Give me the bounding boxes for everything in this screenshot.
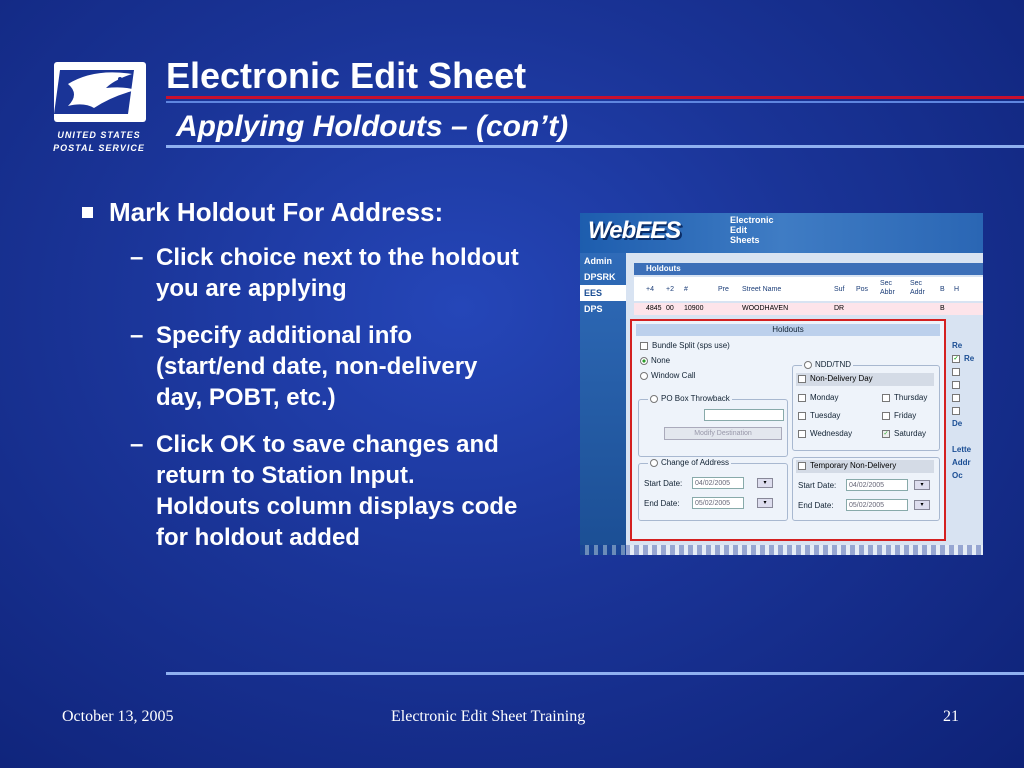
subtitle-divider bbox=[166, 145, 1024, 148]
radio-selected-icon[interactable] bbox=[640, 357, 648, 365]
col-header: # bbox=[684, 286, 688, 293]
eagle-icon bbox=[54, 62, 146, 122]
logo-line1: UNITED STATES bbox=[57, 130, 141, 140]
footer-page-number: 21 bbox=[943, 708, 959, 725]
sub-bullet-text: Click OK to save changes and return to Station Input. Holdouts column displays code for holdout added bbox=[156, 431, 518, 551]
footer-title: Electronic Edit Sheet Training bbox=[391, 708, 586, 725]
temp-start-date-input[interactable]: 04/02/2005 bbox=[846, 479, 908, 491]
col-header: +2 bbox=[666, 286, 674, 293]
day-option-wednesday[interactable]: Wednesday bbox=[798, 429, 852, 438]
sub-bullet: – Specify additional info (start/end date, non-delivery day, POBT, etc.) bbox=[130, 320, 522, 413]
bullet-list bbox=[82, 196, 522, 569]
po-box-option[interactable]: PO Box Throwback bbox=[648, 394, 732, 403]
right-edge-labels: Re ✓ Re De Lette Addr Oc bbox=[952, 341, 975, 480]
day-option-tuesday[interactable]: Tuesday bbox=[798, 411, 840, 420]
title-divider-red bbox=[166, 96, 1024, 99]
checkbox-icon[interactable] bbox=[882, 394, 890, 402]
bundle-split-option[interactable]: Bundle Split (sps use) bbox=[640, 341, 730, 350]
col-header: Suf bbox=[834, 286, 845, 293]
footer-divider bbox=[166, 672, 1024, 675]
day-option-saturday[interactable]: ✓ Saturday bbox=[883, 429, 927, 438]
square-bullet-icon bbox=[82, 207, 93, 218]
webees-banner bbox=[580, 213, 983, 253]
radio-icon[interactable] bbox=[650, 459, 658, 467]
title-divider-blue bbox=[166, 101, 1024, 103]
row-cell: WOODHAVEN bbox=[742, 305, 789, 312]
logo-line2: POSTAL SERVICE bbox=[53, 143, 145, 153]
end-date-label: End Date: bbox=[644, 499, 680, 508]
col-header: H bbox=[954, 286, 960, 293]
non-delivery-day-header[interactable]: Non-Delivery Day bbox=[796, 373, 934, 386]
torn-edge bbox=[580, 545, 983, 555]
sub-bullet-text: Specify additional info (start/end date, non-delivery day, POBT, etc.) bbox=[156, 322, 478, 411]
ndd-option[interactable]: NDD/TND bbox=[802, 360, 853, 369]
checkbox-checked-icon[interactable]: ✓ bbox=[883, 430, 889, 437]
col-header: Street Name bbox=[742, 286, 782, 293]
start-date-input[interactable]: 04/02/2005 bbox=[692, 477, 744, 489]
day-option-friday[interactable]: Friday bbox=[882, 411, 916, 420]
calendar-icon[interactable]: ▾ bbox=[914, 480, 930, 490]
radio-icon[interactable] bbox=[804, 361, 812, 369]
po-box-input[interactable] bbox=[704, 409, 784, 421]
col-header: Sec Addr bbox=[910, 280, 925, 296]
row-cell: DR bbox=[834, 305, 845, 312]
webees-sidenav bbox=[580, 253, 626, 555]
change-address-option[interactable]: Change of Address bbox=[648, 458, 731, 467]
main-bullet bbox=[82, 196, 522, 228]
window-call-option[interactable]: Window Call bbox=[640, 371, 695, 380]
table-row[interactable] bbox=[634, 303, 983, 315]
radio-icon[interactable] bbox=[650, 395, 658, 403]
change-address-group bbox=[638, 463, 788, 521]
col-header: Pre bbox=[718, 286, 729, 293]
row-cell: B bbox=[940, 305, 945, 312]
sub-bullet: – Click OK to save changes and return to Station Input. Holdouts column displays code for holdout added bbox=[130, 429, 522, 553]
slide-title: Electronic Edit Sheet bbox=[166, 55, 527, 96]
sub-bullet: – Click choice next to the holdout you are applying bbox=[130, 242, 522, 304]
temp-non-delivery-header[interactable]: Temporary Non-Delivery bbox=[796, 460, 934, 473]
checkbox-icon[interactable] bbox=[798, 394, 806, 402]
nav-item-admin[interactable]: Admin bbox=[584, 256, 612, 266]
checkbox-icon[interactable] bbox=[798, 462, 806, 470]
day-option-thursday[interactable]: Thursday bbox=[882, 393, 927, 402]
calendar-icon[interactable]: ▾ bbox=[914, 500, 930, 510]
temp-start-date-label: Start Date: bbox=[798, 481, 837, 490]
webees-brand: WebEES bbox=[588, 217, 681, 244]
checkbox-icon[interactable] bbox=[798, 412, 806, 420]
temp-end-date-label: End Date: bbox=[798, 501, 834, 510]
checkbox-icon[interactable] bbox=[798, 430, 806, 438]
col-header: B bbox=[940, 286, 945, 293]
column-headers bbox=[634, 277, 983, 301]
row-cell: 00 bbox=[666, 305, 674, 312]
nav-item-dps[interactable]: DPS bbox=[584, 304, 603, 314]
nav-item-dpsrk[interactable]: DPSRK bbox=[584, 272, 616, 282]
sub-bullet-text: Click choice next to the holdout you are applying bbox=[156, 244, 519, 302]
row-cell: 4845 bbox=[646, 305, 662, 312]
webees-screenshot bbox=[580, 213, 983, 555]
webees-brand-sub: Electronic Edit Sheets bbox=[730, 215, 774, 245]
end-date-input[interactable]: 05/02/2005 bbox=[692, 497, 744, 509]
start-date-label: Start Date: bbox=[644, 479, 683, 488]
col-header: Sec Abbr bbox=[880, 280, 895, 296]
row-cell: 10900 bbox=[684, 305, 704, 312]
radio-icon[interactable] bbox=[640, 372, 648, 380]
slide-subtitle: Applying Holdouts – (con’t) bbox=[176, 110, 569, 143]
checkbox-icon[interactable] bbox=[798, 375, 806, 383]
temp-end-date-input[interactable]: 05/02/2005 bbox=[846, 499, 908, 511]
holdouts-bar: Holdouts bbox=[634, 263, 983, 275]
calendar-icon[interactable]: ▾ bbox=[757, 478, 773, 488]
main-bullet-text: Mark Holdout For Address: bbox=[109, 197, 444, 227]
day-option-monday[interactable]: Monday bbox=[798, 393, 838, 402]
col-header: Pos bbox=[856, 286, 869, 293]
footer-date: October 13, 2005 bbox=[62, 708, 174, 725]
col-header: +4 bbox=[646, 286, 654, 293]
webees-main-pane bbox=[626, 253, 983, 555]
dialog-title: Holdouts bbox=[636, 324, 940, 336]
checkbox-icon[interactable] bbox=[882, 412, 890, 420]
holdouts-dialog bbox=[630, 319, 946, 541]
calendar-icon[interactable]: ▾ bbox=[757, 498, 773, 508]
checkbox-icon[interactable] bbox=[640, 342, 648, 350]
none-option[interactable]: None bbox=[640, 356, 670, 365]
modify-destination-button[interactable]: Modify Destination bbox=[664, 427, 782, 440]
usps-logo bbox=[44, 62, 154, 157]
nav-item-ees[interactable]: EES bbox=[580, 285, 626, 301]
